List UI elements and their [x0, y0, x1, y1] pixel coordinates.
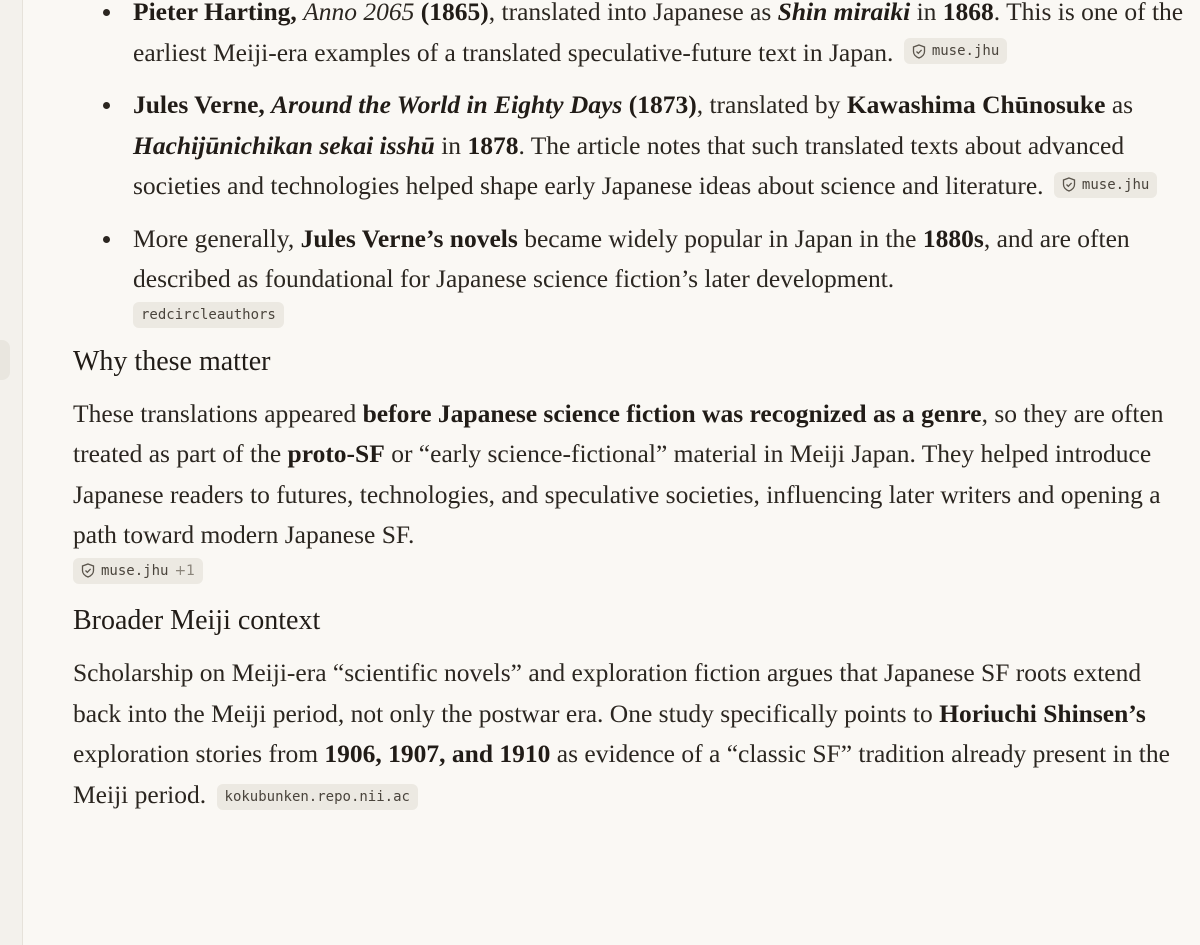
bullet-dot — [103, 102, 110, 109]
source-chip-label: muse.jhu — [1081, 176, 1150, 193]
bullet-dot — [103, 9, 110, 16]
list-item — [73, 0, 1193, 73]
text: . This is one of the earliest Meiji-era examples of a translated speculative-future text in Japan. — [133, 0, 1184, 67]
text: as evidence of a “classic SF” tradition already present in the Meiji period. — [73, 739, 1170, 809]
source-chip-label: muse.jhu — [101, 562, 169, 579]
text: as — [1105, 90, 1134, 119]
text: exploration stories from — [73, 739, 325, 768]
text: . The article notes that such translated texts about advanced societies and technologies helped shape early Japanese ideas about science and literature. — [133, 130, 1125, 200]
section-heading-why: Why these matter — [73, 345, 271, 377]
emphasis: Jules Verne’s novels — [300, 223, 518, 253]
source-chip[interactable] — [73, 558, 203, 584]
text: in — [434, 130, 468, 160]
sidebar-toggle-handle[interactable] — [0, 340, 10, 380]
source-chip-label: muse.jhu — [931, 43, 1000, 59]
text: or “early science-fictional” material in Meiji Japan. They helped introduce Japanese readers to futures, technologies, and speculative societies, influencing later writers and opening a path toward modern Japanese SF. — [73, 439, 1161, 549]
year: (1873) — [622, 90, 697, 119]
section-heading-meiji: Broader Meiji context — [73, 605, 321, 636]
japanese-title: Hachijūnichikan sekai isshū — [133, 130, 435, 160]
text: became widely popular in Japan in the — [517, 223, 923, 253]
source-chip[interactable] — [904, 38, 1007, 64]
work-title: Anno 2065 — [303, 0, 415, 26]
text: Scholarship on Meiji-era “scientific novels” and exploration fiction argues that Japanese SF roots extend back into the Meiji period, not only the postwar era. One study specifically points to — [73, 658, 1142, 728]
year: (1865) — [414, 0, 489, 26]
year: 1878 — [467, 130, 519, 160]
text: , translated into Japanese as — [488, 0, 778, 26]
years: 1906, 1907, and 1910 — [324, 739, 551, 768]
text: , and are often described as foundational for Japanese science fiction’s later development. — [133, 223, 1130, 293]
list-item — [73, 85, 1193, 207]
text: , translated by — [696, 90, 847, 119]
decade: 1880s — [922, 223, 984, 253]
japanese-title: Shin miraiki — [777, 0, 911, 26]
left-rail — [0, 0, 23, 945]
emphasis: proto-SF — [287, 439, 385, 468]
shield-check-icon — [81, 563, 95, 578]
text: , so they are often treated as part of the — [73, 398, 1164, 468]
emphasis: before Japanese science fiction was recognized as a genre — [362, 398, 982, 428]
author-name: Horiuchi Shinsen’s — [939, 698, 1146, 728]
year: 1868 — [942, 0, 994, 26]
source-chip-count: +1 — [174, 562, 196, 579]
author-name: Jules Verne, — [133, 90, 272, 119]
source-chip[interactable] — [217, 784, 418, 810]
source-chip[interactable] — [133, 302, 284, 328]
paragraph-meiji — [73, 653, 1193, 815]
source-chip[interactable] — [1054, 172, 1157, 198]
source-chip-label: kokubunken.repo.nii.ac — [224, 788, 410, 805]
work-title: Around the World in Eighty Days — [271, 90, 623, 119]
author-name: Pieter Harting, — [133, 0, 304, 26]
text: More generally, — [133, 223, 301, 253]
translation-list — [73, 0, 1193, 328]
translator-name: Kawashima Chūnosuke — [846, 90, 1106, 119]
text: in — [910, 0, 943, 26]
bullet-dot — [103, 236, 110, 243]
response-content — [73, 0, 1193, 829]
text: These translations appeared — [73, 398, 363, 428]
list-item — [73, 219, 1193, 328]
shield-check-icon — [912, 44, 926, 59]
paragraph-why — [73, 394, 1193, 588]
shield-check-icon — [1062, 177, 1076, 192]
source-chip-label: redcircleauthors — [141, 306, 276, 323]
